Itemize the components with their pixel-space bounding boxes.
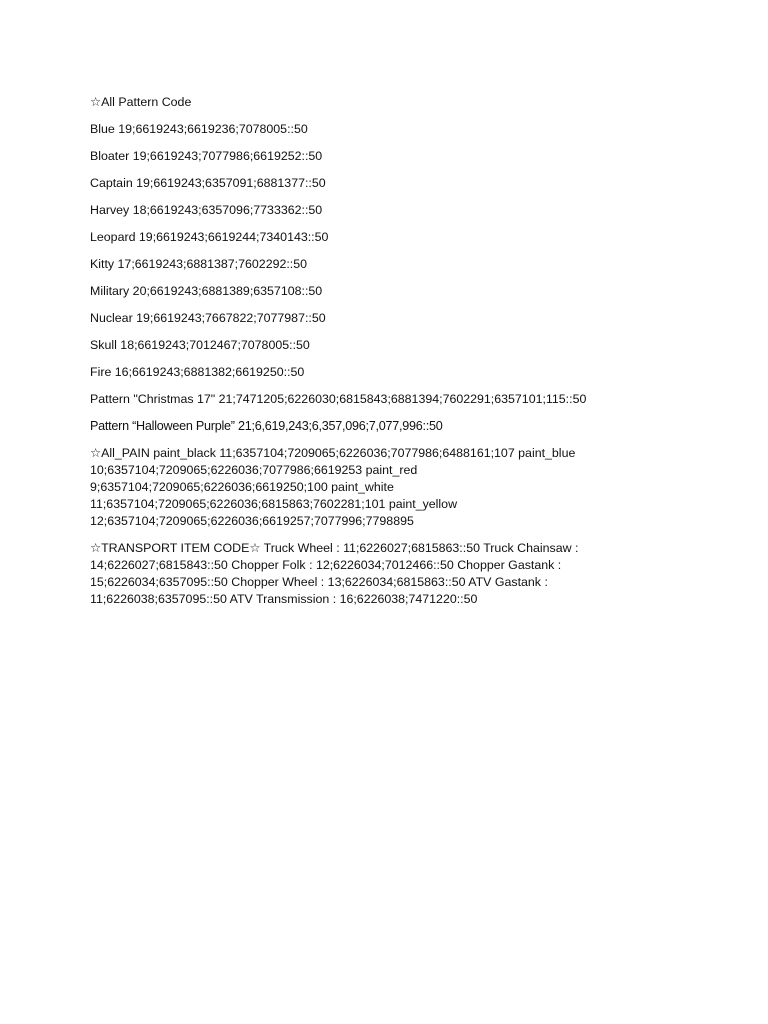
pattern-line-captain: Captain 19;6619243;6357091;6881377::50 xyxy=(90,176,326,190)
pattern-line-christmas: Pattern "Christmas 17" 21;7471205;6226030;6815843;6881394;7602291;6357101;115::50 xyxy=(90,392,587,406)
transport-line: 11;6226038;6357095::50 ATV Transmission : 16;6226038;7471220::50 xyxy=(90,592,478,606)
pattern-line-blue: Blue 19;6619243;6619236;7078005::50 xyxy=(90,122,308,136)
pattern-line-kitty: Kitty 17;6619243;6881387;7602292::50 xyxy=(90,257,308,271)
pattern-line-leopard: Leopard 19;6619243;6619244;7340143::50 xyxy=(90,230,329,244)
section-title: ☆All Pattern Code xyxy=(90,95,192,109)
paint-line: 9;6357104;7209065;6226036;6619250;100 paint_white xyxy=(90,480,394,494)
paint-line: ☆All_PAIN paint_black 11;6357104;7209065;6226036;7077986;6488161;107 paint_blue xyxy=(90,446,576,460)
paint-line: 11;6357104;7209065;6226036;6815863;7602281;101 paint_yellow xyxy=(90,497,458,511)
pattern-line-halloween: Pattern “Halloween Purple” 21;6,619,243;6,357,096;7,077,996::50 xyxy=(90,419,443,433)
transport-line: 15;6226034;6357095::50 Chopper Wheel : 13;6226034;6815863::50 ATV Gastank : xyxy=(90,575,548,589)
paint-paragraph xyxy=(90,445,630,530)
pattern-line-nuclear: Nuclear 19;6619243;7667822;7077987::50 xyxy=(90,311,326,325)
transport-line: ☆TRANSPORT ITEM CODE☆ Truck Wheel : 11;6226027;6815863::50 Truck Chainsaw : xyxy=(90,541,579,555)
paint-line: 12;6357104;7209065;6226036;6619257;7077996;7798895 xyxy=(90,514,414,528)
pattern-line-skull: Skull 18;6619243;7012467;7078005::50 xyxy=(90,338,310,352)
transport-line: 14;6226027;6815843::50 Chopper Folk : 12;6226034;7012466::50 Chopper Gastank : xyxy=(90,558,562,572)
pattern-line-military: Military 20;6619243;6881389;6357108::50 xyxy=(90,284,323,298)
transport-paragraph xyxy=(90,540,630,608)
paint-line: 10;6357104;7209065;6226036;7077986;6619253 paint_red xyxy=(90,463,418,477)
pattern-line-harvey: Harvey 18;6619243;6357096;7733362::50 xyxy=(90,203,323,217)
pattern-line-bloater: Bloater 19;6619243;7077986;6619252::50 xyxy=(90,149,323,163)
document-content xyxy=(90,94,630,608)
pattern-line-fire: Fire 16;6619243;6881382;6619250::50 xyxy=(90,365,305,379)
